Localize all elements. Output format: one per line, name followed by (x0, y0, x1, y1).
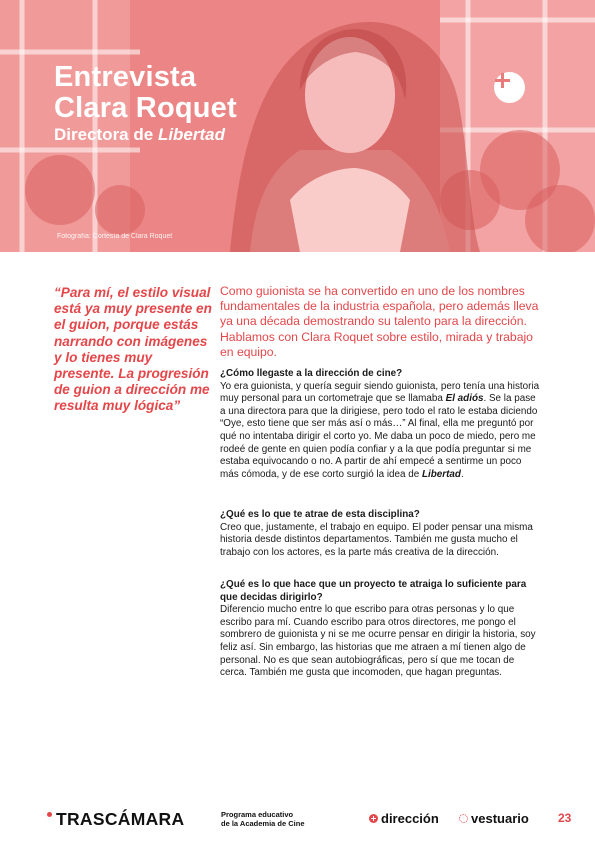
role-prefix: Directora de (54, 125, 158, 144)
interviewee-role (54, 125, 237, 145)
answer (220, 381, 539, 480)
qa-block (220, 509, 542, 559)
film-title: Libertad (157, 125, 225, 144)
question: ¿Cómo llegaste a la dirección de cine? (220, 368, 403, 379)
interviewee-name: Clara Roquet (54, 92, 237, 124)
page-number: 23 (558, 811, 572, 825)
answer: Creo que, justamente, el trabajo en equipo. El poder pensar una misma historia desde distintos departamentos. También me gusta mucho el trabajo con los actores, es la parte más creativa de la dirección. (220, 521, 533, 558)
question: ¿Qué es lo que hace que un proyecto te atraiga lo suficiente para que decidas dirigirlo? (220, 579, 527, 603)
answer-text: . Se la pase a una directora para que la dirigiese, pero todo el rato le estaba diciendo “Oye, esto tiene que ser más así o más…” Al final, ella me preguntó por qué no intentaba dirigir el corto yo. Me daba un poco de miedo, pero me rodeé de gente en quien podía confiar y a la que podía preguntar si me estaba equivocando o no. A partir de ahí empecé a sentirme un poco más cómoda, y de ese corto surgió la idea de (220, 393, 538, 480)
short-film-title: El adiós (445, 393, 484, 405)
plus-glyph (494, 72, 511, 89)
article-title (54, 62, 237, 145)
section-label: vestuario (471, 811, 529, 826)
dotted-circle-icon (459, 814, 468, 823)
film-title-inline: Libertad (422, 468, 461, 480)
plus-circle-icon[interactable] (494, 72, 525, 103)
answer: Diferencio mucho entre lo que escribo para otras personas y lo que escribo para mí. Cuando escribo para otros directores, me pongo el sombrero de guionista y ni se me ocurre pensar en dirigir la historia, soy feliz así. Sin embargo, las historias que me atraen a mí tienen algo de personal. No es que sean autobiográficas, pero sí que me tocan de cerca. También me gusta que incomoden, que hagan preguntas. (220, 604, 536, 679)
photo-credit: Fotografía: Cortesía de Clara Roquet (57, 233, 173, 240)
plus-circle-icon (369, 814, 378, 823)
hero-banner (0, 0, 595, 252)
section-label: dirección (381, 811, 439, 826)
program-label (221, 810, 305, 828)
question: ¿Qué es lo que te atrae de esta disciplina? (220, 509, 420, 520)
qa-block (220, 579, 542, 680)
answer-text: . (460, 468, 464, 480)
section-link-direccion[interactable] (369, 811, 439, 826)
qa-block (220, 368, 542, 481)
page-footer (0, 800, 595, 840)
article-intro: Como guionista se ha convertido en uno de los nombres fundamentales de la industria española, pero además lleva ya una década demostrando su talento para la dirección. Hablamos con Clara Roquet sobre estilo, mirada y trabajo en equipo. (220, 284, 539, 359)
program-line1: Programa educativo (221, 810, 294, 819)
pull-quote: “Para mí, el estilo visual está ya muy presente en el guion, porque estás narrando con imágenes y lo tienes muy presente. La progresión de guion a dirección me resulta muy lógica” (54, 285, 212, 414)
logo-dot-icon (47, 812, 52, 817)
title-kicker: Entrevista (54, 61, 197, 93)
answer-text: Yo era guionista, y quería seguir siendo guionista, pero tenía una historia muy personal para un cortometraje que se llamaba (220, 380, 540, 405)
trascamara-logo[interactable]: TRASCÁMARA (56, 809, 185, 829)
section-link-vestuario[interactable] (459, 811, 529, 826)
program-line2: de la Academia de Cine (221, 819, 305, 828)
